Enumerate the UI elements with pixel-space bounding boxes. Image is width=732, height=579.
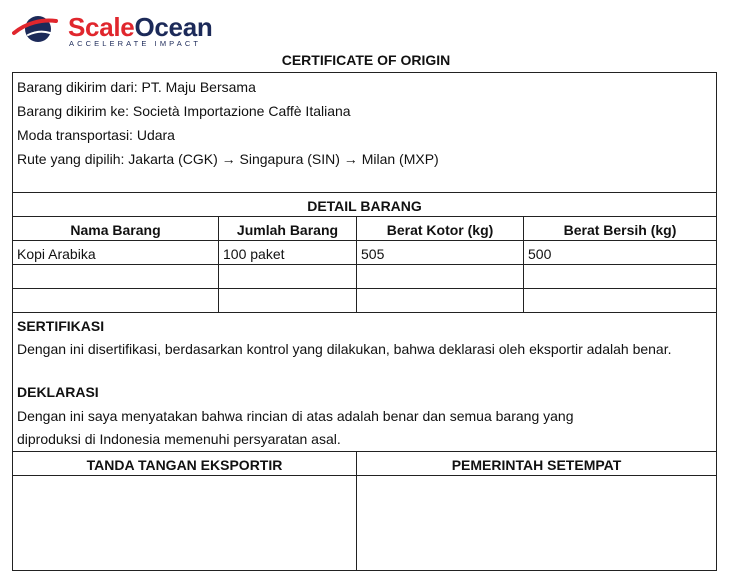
declaration-heading: DEKLARASI xyxy=(17,384,99,400)
exporter-signature-label: TANDA TANGAN EKSPORTIR xyxy=(86,457,283,473)
divider xyxy=(13,451,716,452)
table-cell: 100 paket xyxy=(223,246,285,262)
divider xyxy=(13,312,716,313)
brand-name xyxy=(68,13,212,41)
divider xyxy=(13,192,716,193)
exporter-signature-area[interactable] xyxy=(14,477,355,569)
shipping-from: Barang dikirim dari: PT. Maju Bersama xyxy=(17,79,256,95)
divider xyxy=(13,240,716,241)
column-header: Berat Bersih (kg) xyxy=(563,222,677,238)
certification-text: Dengan ini disertifikasi, berdasarkan kontrol yang dilakukan, bahwa deklarasi oleh eksportir adalah benar. xyxy=(17,341,672,357)
declaration-text-line2: diproduksi di Indonesia memenuhi persyaratan asal. xyxy=(17,431,341,447)
transport-mode: Moda transportasi: Udara xyxy=(17,127,175,143)
brand-tagline: ACCELERATE IMPACT xyxy=(69,39,202,48)
shipping-to: Barang dikirim ke: Società Importazione Caffè Italiana xyxy=(17,103,351,119)
divider xyxy=(13,216,716,217)
company-logo xyxy=(12,9,232,49)
government-signature-label: PEMERINTAH SETEMPAT xyxy=(451,457,622,473)
divider xyxy=(13,264,716,265)
table-cell: 500 xyxy=(528,246,552,262)
divider xyxy=(13,475,716,476)
declaration-text-line1: Dengan ini saya menyatakan bahwa rincian di atas adalah benar dan semua barang yang xyxy=(17,408,574,424)
detail-heading: DETAIL BARANG xyxy=(307,198,422,214)
column-header: Jumlah Barang xyxy=(236,222,339,238)
table-cell: 505 xyxy=(361,246,385,262)
table-cell: Kopi Arabika xyxy=(17,246,96,262)
brand-name-part1: Scale xyxy=(68,12,135,42)
divider xyxy=(13,288,716,289)
certificate-form xyxy=(12,72,717,571)
document-title: CERTIFICATE OF ORIGIN xyxy=(281,52,451,68)
shipping-route: Rute yang dipilih: Jakarta (CGK) → Singapura (SIN) → Milan (MXP) xyxy=(17,151,439,167)
brand-name-part2: Ocean xyxy=(134,12,213,42)
ocean-globe-icon xyxy=(12,9,58,49)
certification-heading: SERTIFIKASI xyxy=(17,318,105,334)
government-signature-area[interactable] xyxy=(358,477,715,569)
column-header: Nama Barang xyxy=(70,222,161,238)
column-header: Berat Kotor (kg) xyxy=(386,222,494,238)
